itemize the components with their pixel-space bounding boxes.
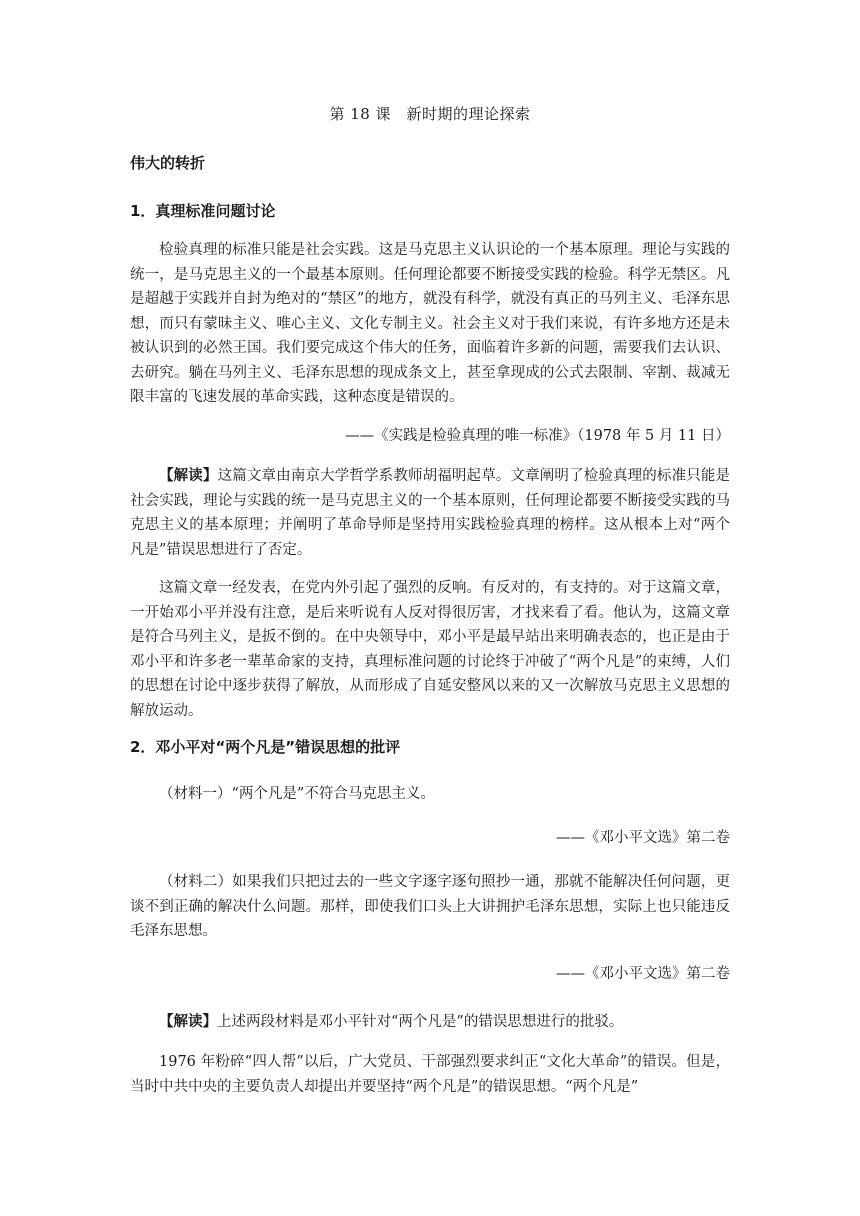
material-2: （材料二）如果我们只把过去的一些文字逐字逐句照抄一通，那就不能解决任何问题，更谈不到正确的解决什么问题。那样，即使我们口头上大讲拥护毛泽东思想，实际上也只能违反毛泽东思想。 bbox=[130, 874, 730, 939]
subheading-2: 2．邓小平对“两个凡是”错误思想的批评 bbox=[130, 738, 401, 756]
material-1: （材料一）“两个凡是”不符合马克思主义。 bbox=[159, 786, 435, 802]
quote-paragraph-1: 检验真理的标准只能是社会实践。这是马克思主义认识论的一个基本原理。理论与实践的统一，是马克思主义的一个最基本原则。任何理论都要不断接受实践的检验。科学无禁区。凡是超越于实践并自封为绝对的“禁区”的地方，就没有科学，就没有真正的马列主义、毛泽东思想，而只有蒙昧主义、唯心主义、文化专制主义。社会主义对于我们来说，有许多地方还是未被认识到的必然王国。我们要完成这个伟大的任务，面临着许多新的问题，需要我们去认识、去研究。躺在马列主义、毛泽东思想的现成条文上，甚至拿现成的公式去限制、宰割、裁减无限丰富的飞速发展的革命实践，这种态度是错误的。 bbox=[130, 242, 730, 405]
interpretation-label: 【解读】 bbox=[159, 468, 218, 484]
section-heading: 伟大的转折 bbox=[130, 154, 206, 172]
interpretation-label: 【解读】 bbox=[159, 1014, 217, 1030]
subheading-1: 1．真理标准问题讨论 bbox=[130, 202, 276, 220]
body-paragraph-2: 这篇文章一经发表，在党内外引起了强烈的反响。有反对的，有支持的。对于这篇文章，一开始邓小平并没有注意，是后来听说有人反对得很厉害，才找来看了看。他认为，这篇文章是符合马列主义，是扳不倒的。在中央领导中，邓小平是最早站出来明确表态的，也正是由于邓小平和许多老一辈革命家的支持，真理标准问题的讨论终于冲破了“两个凡是”的束缚，人们的思想在讨论中逐步获得了解放，从而形成了自延安整风以来的又一次解放马克思主义思想的解放运动。 bbox=[130, 580, 730, 719]
page-title: 第 18 课 新时期的理论探索 bbox=[329, 105, 531, 123]
body-paragraph-3: 1976 年粉碎“四人帮”以后，广大党员、干部强烈要求纠正“文化大革命”的错误。但是，当时中共中央的主要负责人却提出并要坚持“两个凡是”的错误思想。“两个凡是” bbox=[130, 1054, 730, 1095]
source-citation-1: ——《实践是检验真理的唯一标准》（1978 年 5 月 11 日） bbox=[345, 428, 730, 444]
source-citation-3: ——《邓小平文选》第二卷 bbox=[556, 966, 730, 982]
interpretation-1 bbox=[130, 464, 730, 562]
source-citation-2: ——《邓小平文选》第二卷 bbox=[556, 830, 730, 846]
interpretation-text: 上述两段材料是邓小平针对“两个凡是”的错误思想进行的批驳。 bbox=[217, 1014, 624, 1030]
interpretation-text: 这篇文章由南京大学哲学系教师胡福明起草。文章阐明了检验真理的标准只能是社会实践，理论与实践的统一是马克思主义的一个基本原则，任何理论都要不断接受实践的马克思主义的基本原理；并阐明了革命导师是坚持用实践检验真理的榜样。这从根本上对“两个凡是”错误思想进行了否定。 bbox=[130, 468, 731, 558]
interpretation-2 bbox=[130, 1010, 730, 1035]
